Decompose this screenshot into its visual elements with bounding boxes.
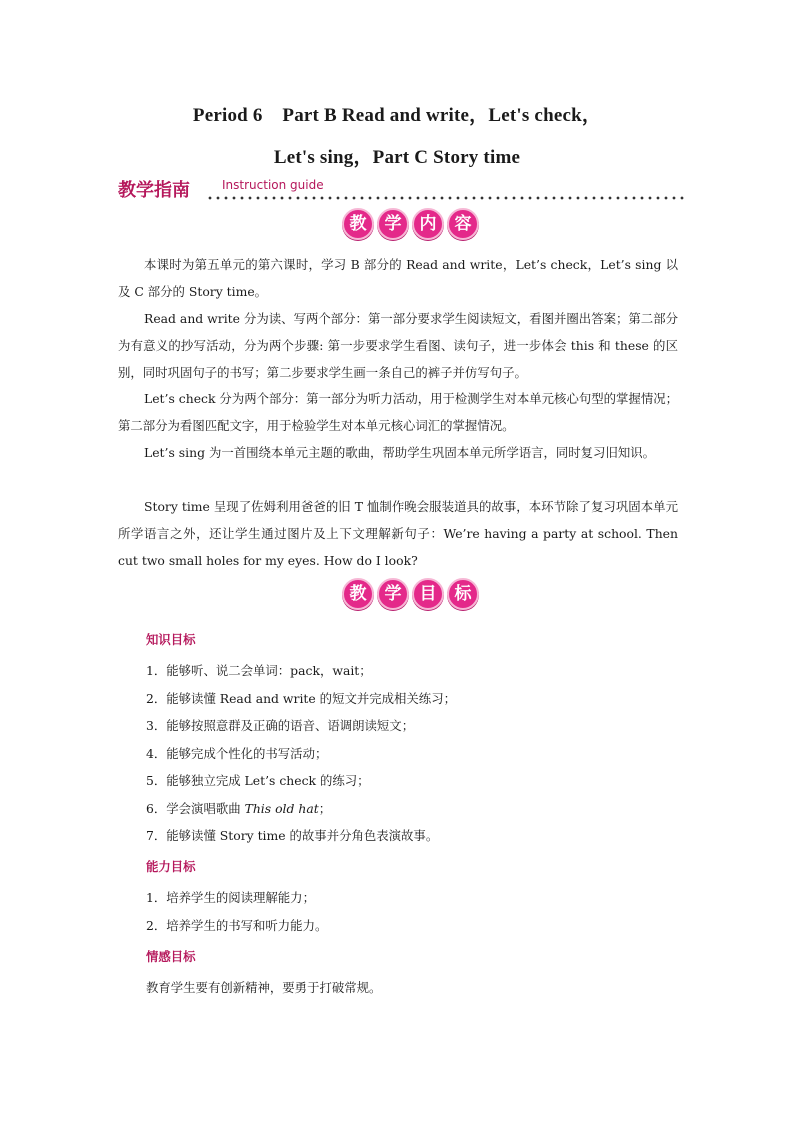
banner-char: 内 (412, 208, 444, 240)
banner-char: 学 (377, 208, 409, 240)
ability-goals-heading: 能力目标 (146, 859, 196, 874)
list-item: 2．能够读懂 Read and write 的短文并完成相关练习； (146, 690, 456, 706)
song-title: This old hat (244, 800, 319, 816)
lesson-title-line-2: Let's sing，Part C Story time (273, 147, 521, 168)
affective-goals-text: 教育学生要有创新精神，要勇于打破常规。 (146, 980, 382, 995)
content-paragraph: Story time 呈现了佐姆利用爸爸的旧 T 恤制作晚会服装道具的故事，本环节除了复习巩固本单元所学语言之外，还让学生通过图片及上下文理解新句子：We’re having a party at school. Then cut two small holes for my eyes. How do I look? (118, 499, 678, 568)
banner-char: 容 (447, 208, 479, 240)
knowledge-goals-heading: 知识目标 (146, 632, 196, 647)
list-item-text: 6．学会演唱歌曲 (146, 800, 245, 816)
guide-label-cn: 教学指南 (118, 180, 190, 201)
content-paragraph: Let’s sing 为一首围绕本单元主题的歌曲，帮助学生巩固本单元所学语言，同时复习旧知识。 (144, 445, 656, 460)
list-item (146, 795, 456, 823)
banner-char: 教 (342, 578, 374, 610)
content-paragraph: 本课时为第五单元的第六课时，学习 B 部分的 Read and write，Let’s check，Let’s sing 以及 C 部分的 Story time。 (118, 257, 678, 299)
teaching-goals-banner (342, 578, 482, 612)
banner-char: 目 (412, 578, 444, 610)
content-paragraph: Read and write 分为读、写两个部分：第一部分要求学生阅读短文，看图并圈出答案；第二部分为有意义的抄写活动，分为两个步骤: 第一步要求学生看图、读句子，进一步体会 this 和 these 的区别，同时巩固句子的书写；第二步要求学生画一条自己的裤子并仿写句子。 (118, 311, 678, 380)
content-paragraph: Let’s check 分为两个部分：第一部分为听力活动，用于检测学生对本单元核心句型的掌握情况；第二部分为看图匹配文字，用于检验学生对本单元核心词汇的掌握情况。 (118, 391, 678, 433)
list-item: 1．能够听、说二会单词：pack，wait； (146, 663, 372, 678)
knowledge-goals-list (146, 657, 456, 850)
list-item: 4．能够完成个性化的书写活动； (146, 745, 328, 761)
instruction-guide-bar (118, 176, 686, 204)
list-item: 2．培养学生的书写和听力能力。 (146, 917, 328, 933)
dotted-divider (206, 195, 686, 201)
teaching-content-banner (342, 208, 482, 242)
list-item-suffix: ； (318, 800, 332, 816)
banner-char: 学 (377, 578, 409, 610)
guide-label-en: Instruction guide (222, 178, 324, 192)
ability-goals-list (146, 884, 327, 939)
lesson-title-line-1: Period 6 Part B Read and write，Let's check， (192, 105, 602, 126)
banner-char: 教 (342, 208, 374, 240)
list-item: 3．能够按照意群及正确的语音、语调朗读短文； (146, 718, 415, 733)
list-item: 5．能够独立完成 Let’s check 的练习； (146, 773, 370, 788)
list-item: 7．能够读懂 Story time 的故事并分角色表演故事。 (146, 828, 439, 843)
affective-goals-heading: 情感目标 (146, 949, 196, 964)
banner-char: 标 (447, 578, 479, 610)
list-item: 1．培养学生的阅读理解能力； (146, 890, 315, 905)
